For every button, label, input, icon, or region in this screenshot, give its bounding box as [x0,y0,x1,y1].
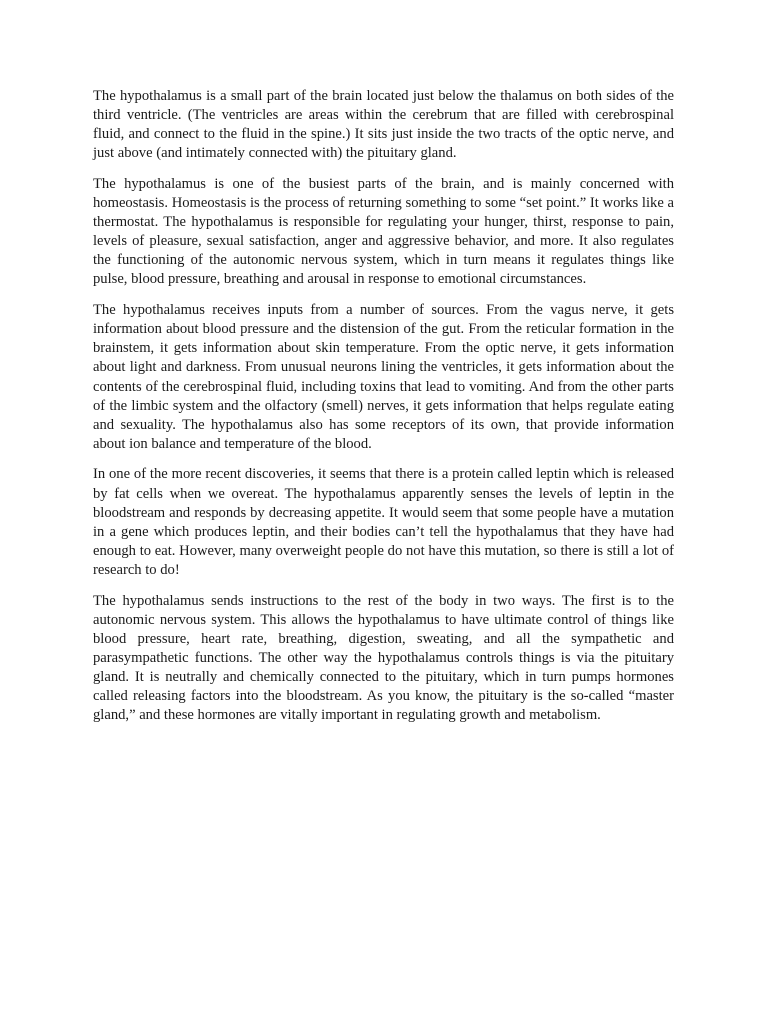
paragraph-2: The hypothalamus is one of the busiest parts of the brain, and is mainly concerned with homeostasis. Homeostasis is the process of returning something to some “set point.” It works like a thermostat. The hypothalamus is responsible for regulating your hunger, thirst, response to pain, levels of pleasure, sexual satisfaction, anger and aggressive behavior, and more. It also regulates the functioning of the autonomic nervous system, which in turn means it regulates things like pulse, blood pressure, breathing and arousal in response to emotional circumstances. [93,175,674,288]
paragraph-1: The hypothalamus is a small part of the brain located just below the thalamus on both sides of the third ventricle. (The ventricles are areas within the cerebrum that are filled with cerebrospinal fluid, and connect to the fluid in the spine.) It sits just inside the two tracts of the optic nerve, and just above (and intimately connected with) the pituitary gland. [93,88,674,162]
paragraph-4: In one of the more recent discoveries, it seems that there is a protein called leptin which is released by fat cells when we overeat. The hypothalamus apparently senses the levels of leptin in the bloodstream and responds by decreasing appetite. It would seem that some people have a mutation in a gene which produces leptin, and their bodies can’t tell the hypothalamus that they have had enough to eat. However, many overweight people do not have this mutation, so there is still a lot of research to do! [93,466,674,578]
paragraph-5: The hypothalamus sends instructions to the rest of the body in two ways. The first is to the autonomic nervous system. This allows the hypothalamus to have ultimate control of things like blood pressure, heart rate, breathing, digestion, sweating, and all the sympathetic and parasympathetic functions. The other way the hypothalamus controls things is via the pituitary gland. It is neutrally and chemically connected to the pituitary, which in turn pumps hormones called releasing factors into the bloodstream. As you know, the pituitary is the so-called “master gland,” and these hormones are vitally important in regulating growth and metabolism. [93,592,674,724]
paragraph-3: The hypothalamus receives inputs from a number of sources. From the vagus nerve, it gets information about blood pressure and the distension of the gut. From the reticular formation in the brainstem, it gets information about skin temperature. From the optic nerve, it gets information about light and darkness. From unusual neurons lining the ventricles, it gets information about the contents of the cerebrospinal fluid, including toxins that lead to vomiting. And from the other parts of the limbic system and the olfactory (smell) nerves, it gets information that helps regulate eating and sexuality. The hypothalamus also has some receptors of its own, that provide information about ion balance and temperature of the blood. [93,302,674,452]
document-body [93,87,674,737]
